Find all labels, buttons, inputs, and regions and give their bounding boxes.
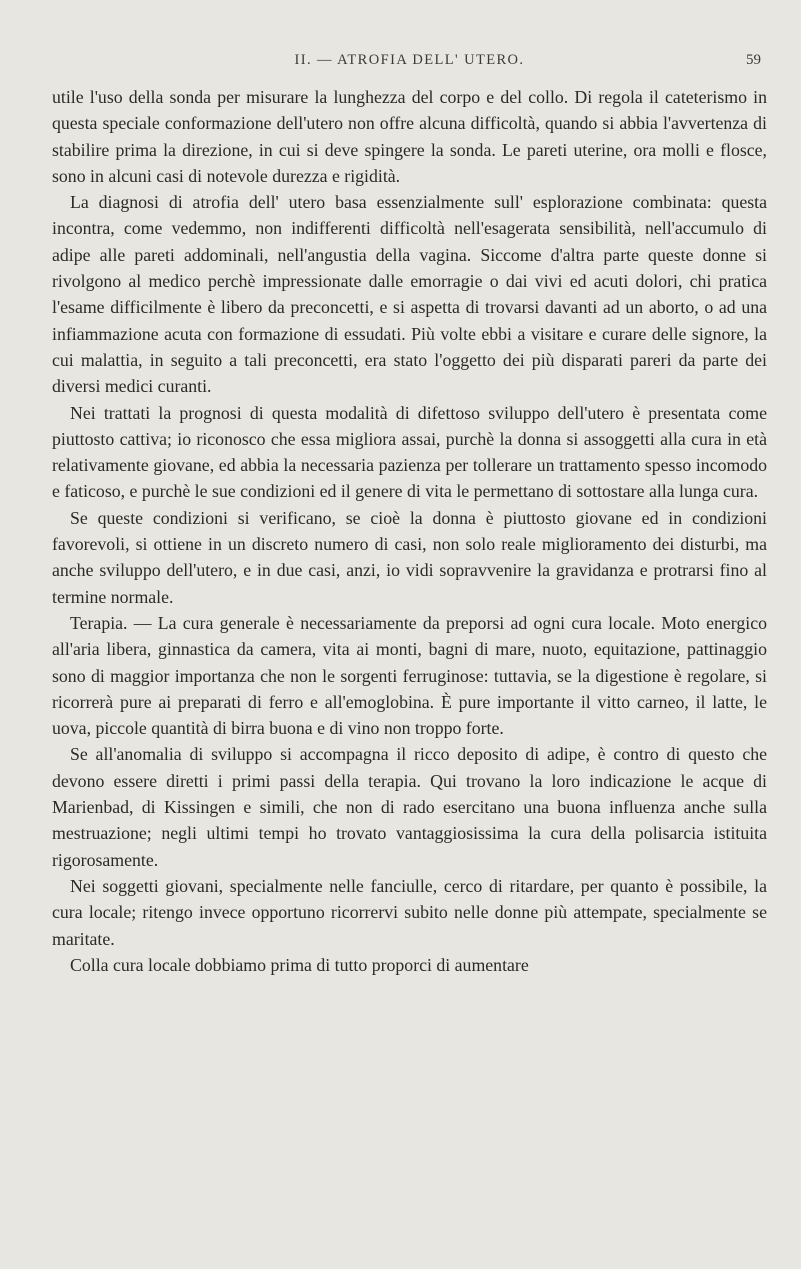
paragraph-terapia: Terapia. — La cura generale è necessariamente da preporsi ad ogni cura locale. Moto energico all'aria libera, ginnastica da camera, vita ai monti, bagni di mare, nuoto, equitazione, pattinaggio sono di maggior importanza che non le sorgenti ferruginose: tuttavia, se la digestione è regolare, si ricorrerà pure ai preparati di ferro e all'emoglobina. È pure importante il vitto carneo, il latte, le uova, piccole quantità di birra buona e di vino non troppo forte. — [52, 612, 767, 739]
chapter-running-title: II. — ATROFIA DELL' UTERO. — [294, 52, 525, 68]
body-text — [52, 84, 767, 978]
paragraph-continued: utile l'uso della sonda per misurare la lunghezza del corpo e del collo. Di regola il cateterismo in questa speciale conformazione dell'utero non offre alcuna difficoltà, quando si abbia l'avvertenza di stabilire prima la direzione, in cui si deve spingere la sonda. Le pareti uterine, ora molli e flosce, sono in alcuni casi di notevole durezza e rigidità. — [52, 87, 767, 186]
page-number: 59 — [746, 52, 761, 68]
paragraph-diagnosi: La diagnosi di atrofia dell' utero basa essenzialmente sull' esplorazione combinata: questa incontra, come vedemmo, non indifferenti difficoltà nell'esagerata sensibilità, nell'accumulo di adipe alle pareti addominali, nell'angustia della vagina. Siccome d'altra parte queste donne si rivolgono al medico perchè impressionate dalle emorragie o dai vivi ed acuti dolori, chi pratica l'esame difficilmente è libero da preconcetti, e si aspetta di trovarsi davanti ad un aborto, o ad una infiammazione acuta con formazione di essudati. Più volte ebbi a visitare e curare delle signore, la cui malattia, in seguito a tali preconcetti, era stato l'oggetto dei più disparati pareri da parte dei diversi medici curanti. — [52, 192, 767, 397]
paragraph-adipe: Se all'anomalia di sviluppo si accompagna il ricco deposito di adipe, è contro di questo che devono essere diretti i primi passi della terapia. Qui trovano la loro indicazione le acque di Marienbad, di Kissingen e simili, che non di rado esercitano una buona influenza anche sulla mestruazione; negli ultimi tempi ho trovato vantaggiosissima la cura della polisarcia istituita rigorosamente. — [52, 744, 767, 870]
paragraph-cura-locale: Colla cura locale dobbiamo prima di tutto proporci di aumentare — [70, 954, 529, 975]
paragraph-prognosi: Nei trattati la prognosi di questa modalità di difettoso sviluppo dell'utero è presentata come piuttosto cattiva; io riconosco che essa migliora assai, purchè la donna si assoggetti alla cura in età relativamente giovane, ed abbia la necessaria pazienza per tollerare un trattamento spesso incomodo e faticoso, e purchè le sue condizioni ed il genere di vita le permettano di sottostare alla lunga cura. — [52, 402, 767, 502]
paragraph-soggetti-giovani: Nei soggetti giovani, specialmente nelle fanciulle, cerco di ritardare, per quanto è possibile, la cura locale; ritengo invece opportuno ricorrervi subito nelle donne più attempate, specialmente se maritate. — [52, 875, 767, 949]
paragraph-condizioni: Se queste condizioni si verificano, se cioè la donna è piuttosto giovane ed in condizioni favorevoli, si ottiene in un discreto numero di casi, non solo reale miglioramento dei disturbi, ma anche sviluppo dell'utero, e in due casi, anzi, io vidi sopravvenire la gravidanza e protrarsi fino al termine normale. — [52, 507, 767, 607]
running-header — [52, 52, 767, 74]
